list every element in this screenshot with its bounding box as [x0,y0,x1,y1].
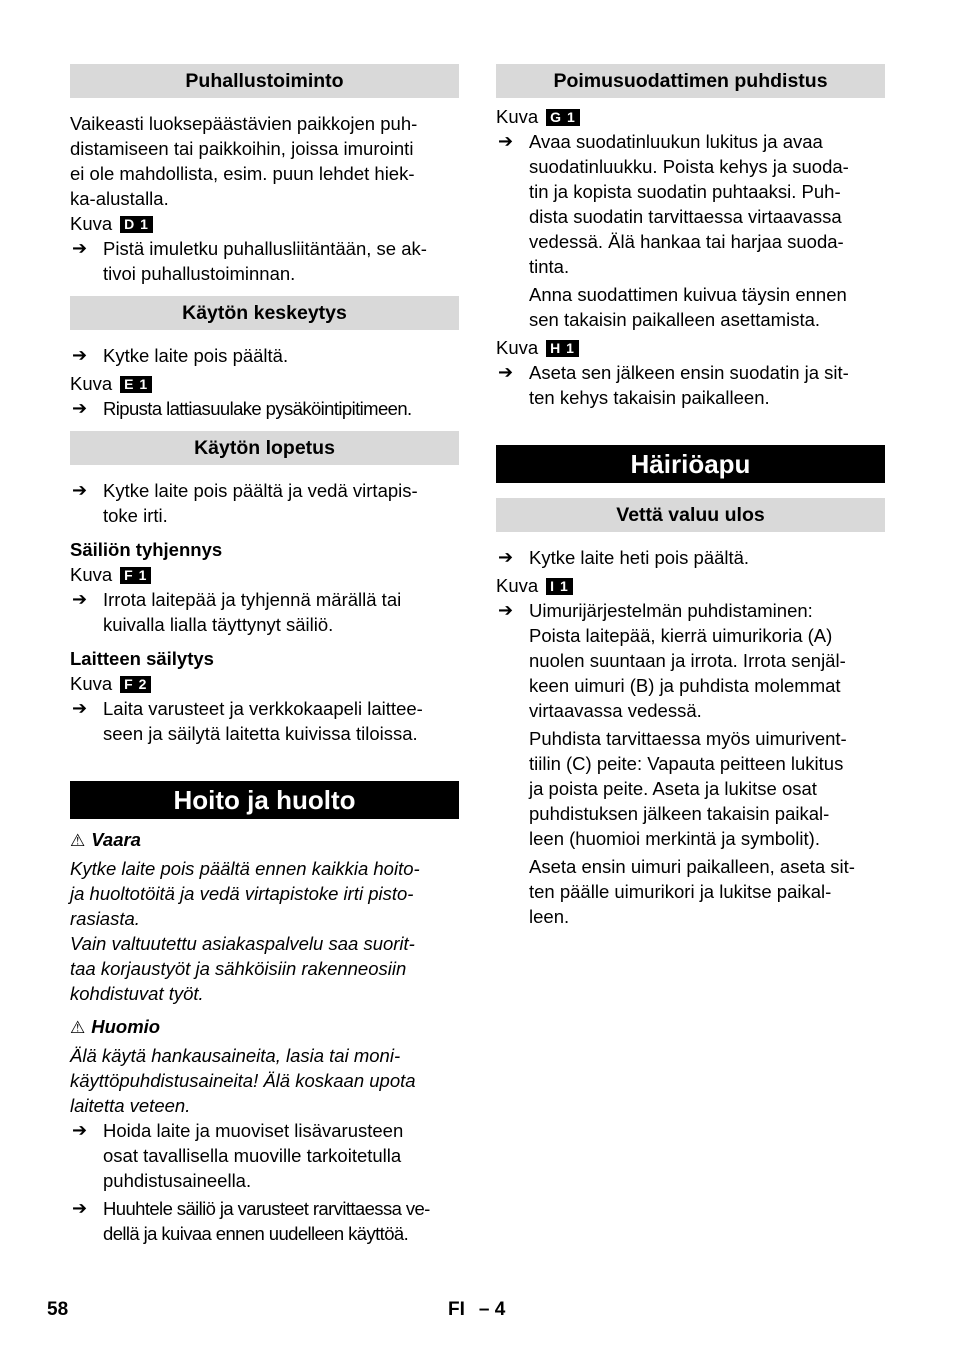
list-item: ➔ Pistä imuletku puhallusliitäntään, se ak- tivoi puhallustoiminnan. [72,238,427,284]
filter-continuation: Anna suodattimen kuivua täysin ennen sen takaisin paikalleen asettamista. [529,284,847,330]
figure-badge: I 1 [546,578,573,595]
arrow-right-icon: ➔ [72,398,87,418]
danger-text: Kytke laite pois päältä ennen kaikkia hoito- ja huoltotöitä ja vedä virtapistoke irti pisto- rasiasta. Vain valtuutettu asiakaspalvelu saa suorit- taa korjaustyöt ja sähköisiin rakenneosiin kohdistuvat työt. [70,858,420,1004]
section-heading-end: Käytön lopetus [70,431,459,465]
figure-ref-i1: Kuva I 1 [496,573,885,598]
list-item: ➔ Aseta sen jälkeen ensin suodatin ja sit- ten kehys takaisin paikalleen. [498,362,849,408]
notice-text: Älä käytä hankausaineita, lasia tai moni- käyttöpuhdistusaineita! Älä koskaan upota laitetta veteen. [70,1045,416,1116]
figure-ref-f2: Kuva F 2 [70,671,459,696]
figure-badge: F 2 [120,676,151,693]
figure-ref-e1: Kuva E 1 [70,371,459,396]
list-item: ➔ Kytke laite heti pois päältä. [498,547,750,568]
notice-label: ⚠ Huomio [70,1016,161,1037]
chapter-heading-troubleshooting: Häiriöapu [496,445,885,483]
list-item: ➔ Kytke laite pois päältä. [72,345,289,366]
page-number: 58 [47,1299,69,1320]
list-item: ➔ Huuhtele säiliö ja varusteet rarvittaessa ve- dellä ja kuivaa ennen uudelleen käyttöä. [72,1198,430,1244]
section-heading-filter: Poimusuodattimen puhdistus [496,64,885,98]
arrow-right-icon: ➔ [72,589,88,609]
warning-triangle-icon: ⚠ [70,1018,86,1037]
arrow-right-icon: ➔ [72,480,88,500]
figure-badge: E 1 [120,376,152,393]
list-item: ➔ Uimurijärjestelmän puhdistaminen: [498,600,813,621]
warning-triangle-icon: ⚠ [70,831,86,850]
figure-badge: H 1 [546,340,579,357]
list-item: ➔ Irrota laitepää ja tyhjennä märällä tai kuivalla lialla täyttynyt säiliö. [72,589,402,635]
danger-label: ⚠ Vaara [70,829,141,850]
right-column [496,64,885,929]
blowing-text: Vaikeasti luoksepäästävien paikkojen puh- distamiseen tai paikkoihin, joissa imurointi ei ole mahdollista, esim. puun lehdet hiek- ka-alustalla. [70,113,418,209]
footer-lang: FI – 4 [448,1299,506,1320]
list-item: ➔ Kytke laite pois päältä ja vedä virtapis- toke irti. [72,480,418,526]
float-text-2: Puhdista tarvittaessa myös uimurivent- tiilin (C) peite: Vapauta peitteen lukitus ja poista peite. Aseta ja lukitse osat puhdistuksen jälkeen takaisin paikal- leen (huomioi merkintä ja symbolit). [529,728,847,849]
subheading-storage: Laitteen säilytys [70,648,214,669]
figure-ref-d1: Kuva D 1 [70,211,459,236]
figure-ref-f1: Kuva F 1 [70,562,459,587]
list-item: ➔ Avaa suodatinluukun lukitus ja avaa suodatinluukku. Poista kehys ja suoda- tin ja kopista suodatin puhtaaksi. Puh- dista suodatin tarvittaessa virtaavassa vedessä. Älä hankaa tai harjaa suoda- tinta. [498,131,849,277]
arrow-right-icon: ➔ [72,1120,88,1140]
section-heading-blowing: Puhallustoiminto [70,64,459,98]
arrow-right-icon: ➔ [498,547,514,567]
figure-badge: D 1 [120,216,153,233]
figure-badge: G 1 [546,109,580,126]
section-heading-water: Vettä valuu ulos [496,498,885,532]
arrow-right-icon: ➔ [498,600,514,620]
figure-badge: F 1 [120,567,151,584]
section-heading-pause: Käytön keskeytys [70,296,459,330]
list-item: ➔ Ripusta lattiasuulake pysäköintipitimeen. [72,398,412,419]
left-column [70,64,459,1246]
list-item: ➔ Hoida laite ja muoviset lisävarusteen osat tavallisella muoville tarkoitetulla puhdistusaineella. [72,1120,404,1191]
arrow-right-icon: ➔ [498,131,514,151]
subheading-emptying: Säiliön tyhjennys [70,539,223,560]
float-text-1: Poista laitepää, kierrä uimurikoria (A) nuolen suuntaan ja irrota. Irrota senjäl- keen uimuri (B) ja puhdista molemmat virtaavassa vedessä. [529,625,846,721]
arrow-right-icon: ➔ [72,698,88,718]
arrow-right-icon: ➔ [498,362,514,382]
figure-ref-h1: Kuva H 1 [496,335,885,360]
arrow-right-icon: ➔ [72,345,88,365]
chapter-heading-care: Hoito ja huolto [70,781,459,819]
float-text-3: Aseta ensin uimuri paikalleen, aseta sit- ten päälle uimurikori ja lukitse paikal- leen. [529,856,855,927]
figure-ref-g1: Kuva G 1 [496,104,885,129]
arrow-right-icon: ➔ [72,238,88,258]
arrow-right-icon: ➔ [72,1198,87,1218]
list-item: ➔ Laita varusteet ja verkkokaapeli laittee- seen ja säilytä laitetta kuivissa tiloissa. [72,698,423,744]
